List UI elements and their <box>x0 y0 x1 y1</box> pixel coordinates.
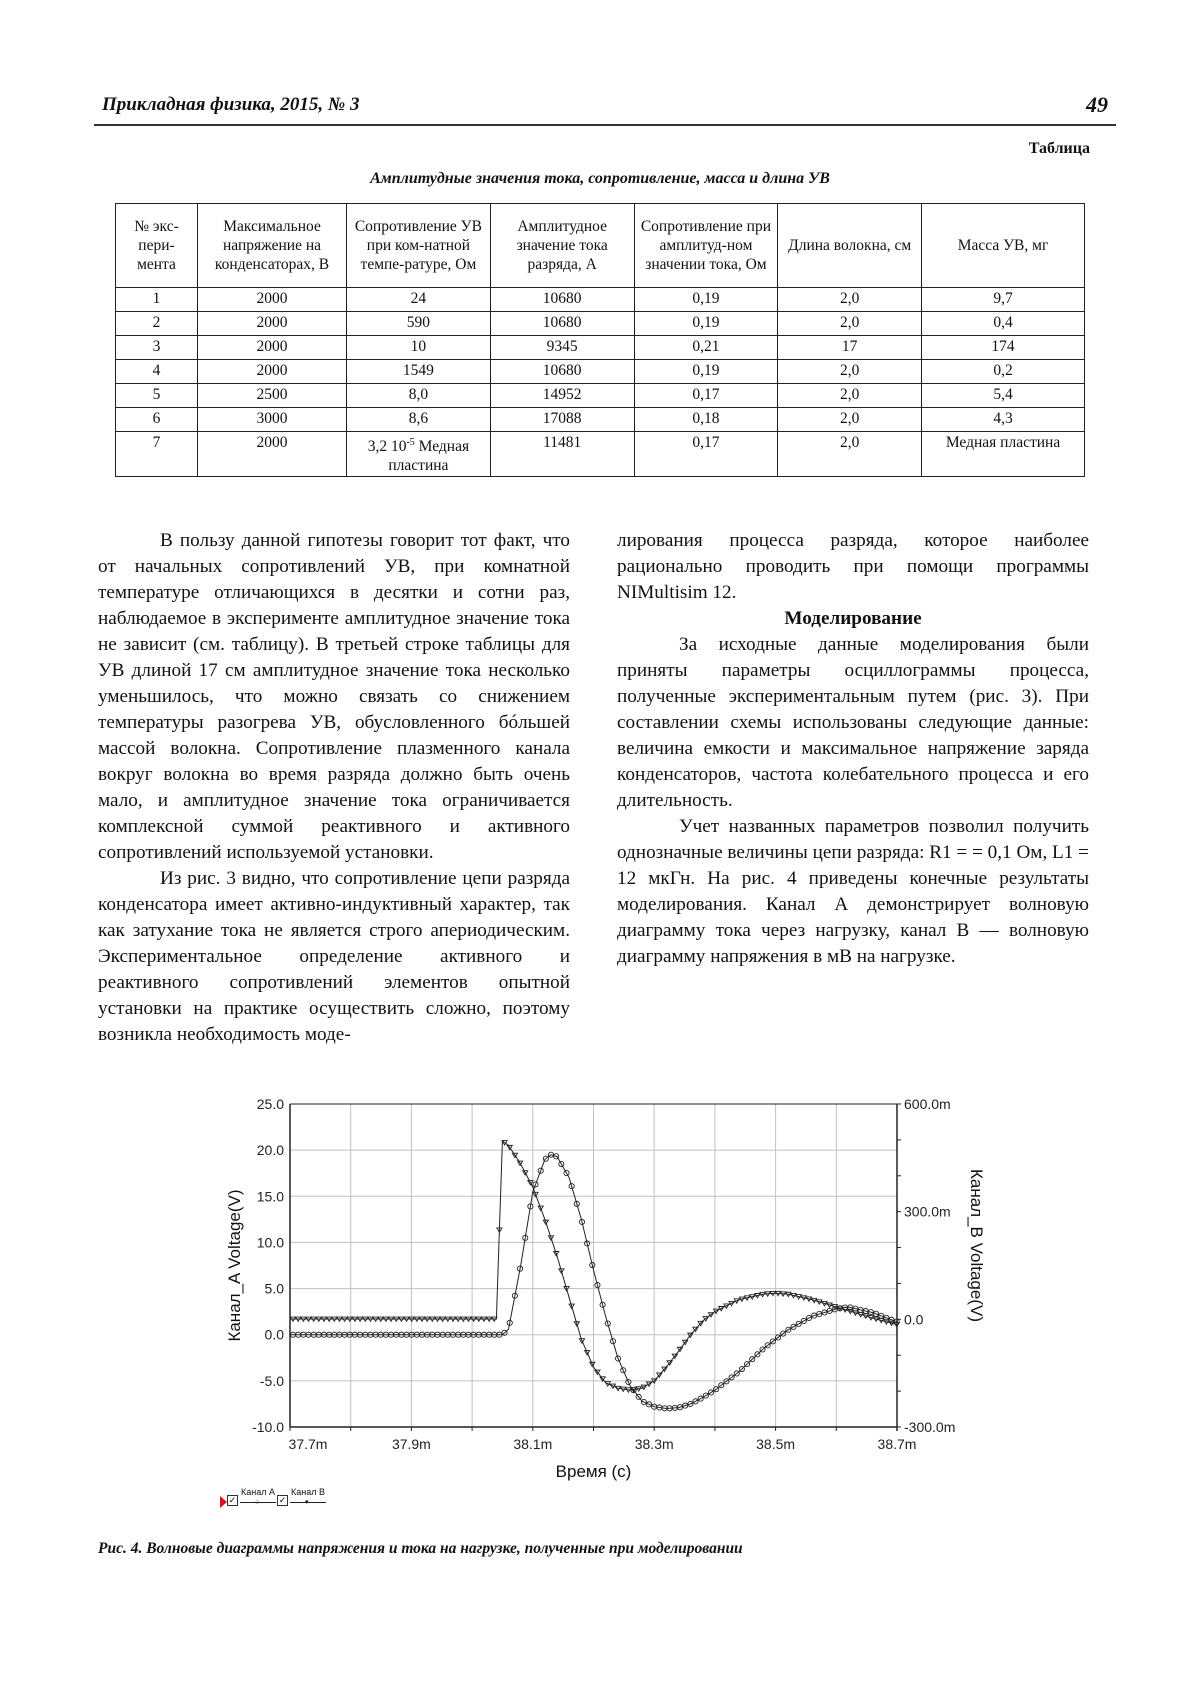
y-tick-label: 25.0 <box>256 1096 284 1112</box>
table-cell: 0,17 <box>634 432 778 477</box>
table-cell: 10 <box>347 336 491 360</box>
legend-item-channel-a[interactable] <box>225 1487 277 1509</box>
triangle-marker-icon: ▾ <box>305 1499 309 1506</box>
table-cell: 0,19 <box>634 288 778 312</box>
table-row <box>116 336 1085 360</box>
text-column-left <box>98 528 570 1048</box>
resistance-note: Медная пластина <box>388 438 470 475</box>
table-cell: 0,19 <box>634 360 778 384</box>
table-row <box>116 288 1085 312</box>
table-row <box>116 408 1085 432</box>
y2-tick-label: 600.0m <box>904 1096 951 1112</box>
text-column-right <box>617 528 1089 970</box>
y-tick-label: 0.0 <box>264 1326 284 1343</box>
table-cell: 590 <box>347 312 491 336</box>
table-cell: 2500 <box>197 384 346 408</box>
paragraph: Из рис. 3 видно, что сопротивление цепи разряда конденсатора имеет активно-индуктивный характер, так как затухание тока не является строго апериодическим. Экспериментальное определение активного и реактивного сопротивлений элементов опытной установки на практике осуществить сложно, поэтому возникла необходимость моде- <box>98 868 570 1045</box>
table-caption: Амплитудные значения тока, сопротивление, масса и длина УВ <box>370 170 830 187</box>
y-axis-label: Канал_A Voltage(V) <box>225 1189 244 1342</box>
table-cell: 2000 <box>197 360 346 384</box>
running-header <box>94 92 1116 122</box>
y-tick-label: 10.0 <box>256 1234 284 1251</box>
data-table <box>115 203 1085 477</box>
table-cell: 2000 <box>197 336 346 360</box>
y-tick-label: 5.0 <box>264 1280 284 1297</box>
table-cell: 3 <box>116 336 198 360</box>
section-heading: Моделирование <box>784 608 922 629</box>
page-number: 49 <box>1086 92 1108 117</box>
journal-title: Прикладная физика, 2015, № 3 <box>102 94 360 115</box>
table-cell: 5,4 <box>922 384 1085 408</box>
table-cell: 2000 <box>197 312 346 336</box>
table-cell: 6 <box>116 408 198 432</box>
table-cell: 0,18 <box>634 408 778 432</box>
y-tick-label: 20.0 <box>256 1142 284 1159</box>
column-header: Максимальное напряжение на конденсаторах, В <box>197 204 346 288</box>
x-tick-label: 38.5m <box>756 1436 796 1452</box>
table-cell: 2,0 <box>778 432 922 477</box>
figure-caption: Рис. 4. Волновые диаграммы напряжения и тока на нагрузке, полученные при моделировании <box>98 1540 743 1557</box>
column-header: Сопротивление при амплитуд-ном значении тока, Ом <box>634 204 778 288</box>
table-cell: 9345 <box>490 336 634 360</box>
table-cell: 4 <box>116 360 198 384</box>
table-row <box>116 432 1085 477</box>
table-cell: 10680 <box>490 312 634 336</box>
y2-tick-label: -300.0m <box>904 1419 956 1435</box>
waveform-chart <box>210 1090 990 1520</box>
table-cell: 17088 <box>490 408 634 432</box>
paragraph: За исходные данные моделирования были приняты параметры осциллограммы процесса, полученные экспериментальным путем (рис. 3). При составлении схемы использованы следующие данные: величина емкости и максимальное напряжение заряда конденсаторов, частота колебательного процесса и его длительность. <box>617 634 1089 811</box>
table-cell: 0,17 <box>634 384 778 408</box>
table-cell: 9,7 <box>922 288 1085 312</box>
x-axis-label: Время (с) <box>555 1462 632 1481</box>
table-cell: 24 <box>347 288 491 312</box>
x-tick-label: 38.3m <box>634 1436 674 1452</box>
table-cell: 1549 <box>347 360 491 384</box>
table-cell: 0,4 <box>922 312 1085 336</box>
table-label: Таблица <box>1028 140 1090 157</box>
table-cell: 11481 <box>490 432 634 477</box>
table-row <box>116 360 1085 384</box>
table-cell-resistance-copper <box>347 432 491 477</box>
checkbox-icon[interactable]: ✓ <box>228 1495 237 1505</box>
table-cell: 2,0 <box>778 384 922 408</box>
header-divider <box>94 124 1116 126</box>
x-tick-label: 37.7m <box>288 1436 328 1452</box>
table-header-row <box>116 204 1085 288</box>
paragraph: Учет названных параметров позволил получить однозначные величины цепи разряда: R1 = = 0,1 Ом, L1 = 12 мкГн. На рис. 4 приведены конечные результаты моделирования. Канал А демонстрирует волновую диаграмму тока через нагрузку, канал В — волновую диаграмму напряжения в мВ на нагрузке. <box>617 816 1089 967</box>
y2-tick-label: 0.0 <box>904 1311 924 1328</box>
table-cell: 2 <box>116 312 198 336</box>
table-row <box>116 312 1085 336</box>
column-header: Сопротивление УВ при ком-натной темпе-ратуре, Ом <box>347 204 491 288</box>
table-cell: 10680 <box>490 288 634 312</box>
table-cell: 2,0 <box>778 360 922 384</box>
table-cell: 1 <box>116 288 198 312</box>
table-cell: 17 <box>778 336 922 360</box>
column-header: Амплитудное значение тока разряда, А <box>490 204 634 288</box>
table-cell: 10680 <box>490 360 634 384</box>
table-cell: 8,6 <box>347 408 491 432</box>
table-cell: 174 <box>922 336 1085 360</box>
column-header: Длина волокна, см <box>778 204 922 288</box>
table-cell: 0,2 <box>922 360 1085 384</box>
legend-label: Канал А <box>241 1487 275 1497</box>
legend-label: Канал В <box>291 1487 325 1497</box>
waveform-figure <box>210 1090 990 1520</box>
table-cell: 2000 <box>197 288 346 312</box>
table-cell: 7 <box>116 432 198 477</box>
paragraph: В пользу данной гипотезы говорит тот факт, что от начальных сопротивлений УВ, при комнатной температуре отличающихся в десятки и сотни раз, наблюдаемое в эксперименте амплитудное значение тока не зависит (см. таблицу). В третьей строке таблицы для УВ длиной 17 см амплитудное значение тока несколько уменьшилось, что можно связать со снижением температуры разогрева УВ, обусловленного бóльшей массой волокна. Сопротивление плазменного канала вокруг волокна во время разряда должно быть очень мало, и амплитудное значение тока ограничивается комплексной суммой реактивного и активного сопротивлений используемой установки. <box>98 530 570 863</box>
table-cell: 0,19 <box>634 312 778 336</box>
y2-axis-label: Канал_B Voltage(V) <box>967 1168 986 1323</box>
checkbox-icon[interactable]: ✓ <box>278 1495 287 1505</box>
table-row <box>116 384 1085 408</box>
table-cell: 14952 <box>490 384 634 408</box>
column-header: № экс-пери-мента <box>116 204 198 288</box>
x-tick-label: 38.7m <box>877 1436 917 1452</box>
x-tick-label: 38.1m <box>513 1436 553 1452</box>
table-cell: 4,3 <box>922 408 1085 432</box>
table-cell: 0,21 <box>634 336 778 360</box>
table-cell: 2,0 <box>778 312 922 336</box>
resistance-base: 3,2 10 <box>367 438 407 456</box>
x-tick-label: 37.9m <box>391 1436 431 1452</box>
table-cell: 5 <box>116 384 198 408</box>
y2-tick-label: 300.0m <box>904 1203 951 1220</box>
table-cell: 2,0 <box>778 288 922 312</box>
table-cell: 3000 <box>197 408 346 432</box>
y-tick-label: -5.0 <box>259 1372 284 1389</box>
table-cell: 2000 <box>197 432 346 477</box>
table-cell: Медная пластина <box>922 432 1085 477</box>
paragraph: лирования процесса разряда, которое наиболее рационально проводить при помощи программы NIMultisim 12. <box>617 530 1089 603</box>
table-cell: 8,0 <box>347 384 491 408</box>
y-tick-label: 15.0 <box>256 1188 284 1205</box>
y-tick-label: -10.0 <box>252 1419 284 1435</box>
table-cell: 2,0 <box>778 408 922 432</box>
circle-marker-icon: ○ <box>255 1499 260 1506</box>
column-header: Масса УВ, мг <box>922 204 1085 288</box>
legend-item-channel-b[interactable] <box>275 1487 327 1509</box>
resistance-exponent: -5 <box>406 437 415 448</box>
